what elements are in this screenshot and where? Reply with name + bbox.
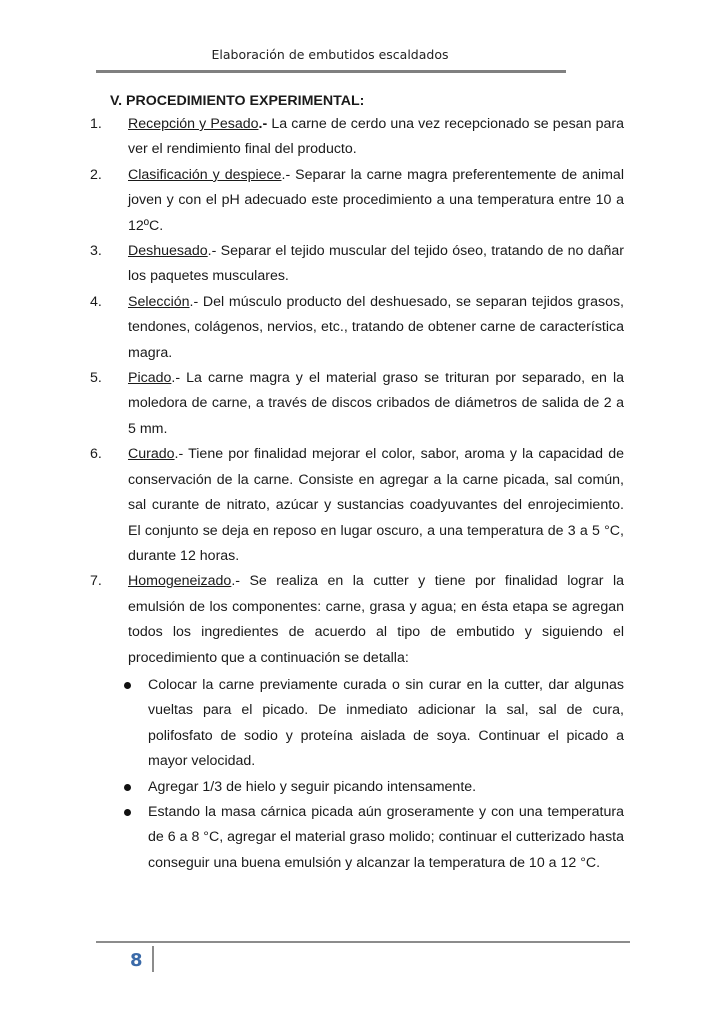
step-term: Picado <box>128 370 172 387</box>
step-term: Homogeneizado <box>128 573 232 590</box>
step-number: 2. <box>90 166 102 183</box>
substep-text: Agregar 1/3 de hielo y seguir picando intensamente. <box>148 778 477 795</box>
step-term: Recepción y Pesado <box>128 116 259 132</box>
substep-text: Estando la masa cárnica picada aún groseramente y con una temperatura de 6 a 8 °C, agregar el material graso molido; continuar el cutterizado hasta conseguir una buena emulsión y alcanzar la temperatura de 10 a 12 °C. <box>148 803 624 871</box>
step-number: 6. <box>90 446 102 463</box>
bullet-icon <box>124 784 131 791</box>
step-text: Se realiza en la cutter y tiene por finalidad lograr la emulsión de los componentes: carne, grasa y agua; en ésta etapa se agregan todos los ingredientes de acuerdo al tipo de embutido y siguiendo el procedimiento que a continuación se detalla: <box>128 573 624 666</box>
step-text: La carne magra y el material graso se trituran por separado, en la moledora de carne, a través de discos cribados de diámetros de salida de 2 a 5 mm. <box>128 370 624 437</box>
substep-item <box>128 673 624 775</box>
step-item <box>90 290 624 366</box>
step-item <box>90 163 624 239</box>
substep-item <box>128 775 624 800</box>
step-term: Deshuesado <box>128 243 208 260</box>
step-separator: .- <box>258 116 272 132</box>
procedure-steps <box>90 112 624 876</box>
step-number: 1. <box>90 116 102 132</box>
step-item <box>90 569 624 876</box>
step-separator: .- <box>174 446 189 463</box>
substep-item <box>128 800 624 876</box>
step-text: Del músculo producto del deshuesado, se separan tejidos grasos, tendones, colágenos, nervios, etc., tratando de obtener carne de característica magra. <box>128 293 624 361</box>
step-number: 7. <box>90 573 102 590</box>
step-separator: .- <box>231 573 250 590</box>
step-item <box>90 366 624 442</box>
step-separator: .- <box>171 370 187 387</box>
step-item <box>90 442 624 569</box>
substep-text: Colocar la carne previamente curada o sin curar en la cutter, dar algunas vueltas para el picado. De inmediato adicionar la sal, sal de cura, polifosfato de sodio y proteína aislada de soya. Continuar el picado a mayor velocidad. <box>148 676 624 770</box>
bullet-icon <box>124 809 131 816</box>
step-item <box>90 112 624 163</box>
page-number: 8 <box>130 950 143 971</box>
step-number: 3. <box>90 243 102 260</box>
step-term: Curado <box>128 446 175 463</box>
step-term: Selección <box>128 293 190 310</box>
footer-rule <box>96 941 630 943</box>
step-number: 5. <box>90 370 102 387</box>
step-separator: .- <box>189 293 203 310</box>
step-term: Clasificación y despiece <box>128 166 282 183</box>
header-rule <box>96 70 566 73</box>
step-text: Separar la carne magra preferentemente de animal joven y con el pH adecuado este procedimiento a una temperatura entre 10 a 12ºC. <box>128 166 624 234</box>
step-item <box>90 239 624 290</box>
page-number-divider <box>152 946 154 972</box>
step-separator: .- <box>207 243 221 260</box>
homogenization-substeps <box>128 673 624 876</box>
bullet-icon <box>124 682 131 689</box>
section-title: V. PROCEDIMIENTO EXPERIMENTAL: <box>110 93 365 109</box>
step-number: 4. <box>90 293 102 310</box>
step-text: Separar el tejido muscular del tejido óseo, tratando de no dañar los paquetes musculares. <box>128 243 625 285</box>
step-separator: .- <box>281 166 296 183</box>
running-header: Elaboración de embutidos escaldados <box>211 47 449 62</box>
step-text: Tiene por finalidad mejorar el color, sabor, aroma y la capacidad de conservación de la carne. Consiste en agregar a la carne picada, sal común, sal curante de nitrato, azúcar y sustancias coadyuvantes del enrojecimiento. El conjunto se deja en reposo en lugar oscuro, a una temperatura de 3 a 5 °C, durante 12 horas. <box>128 446 624 564</box>
page-content <box>90 90 624 876</box>
step-text: La carne de cerdo una vez recepcionado se pesan para ver el rendimiento final del producto. <box>128 116 624 158</box>
